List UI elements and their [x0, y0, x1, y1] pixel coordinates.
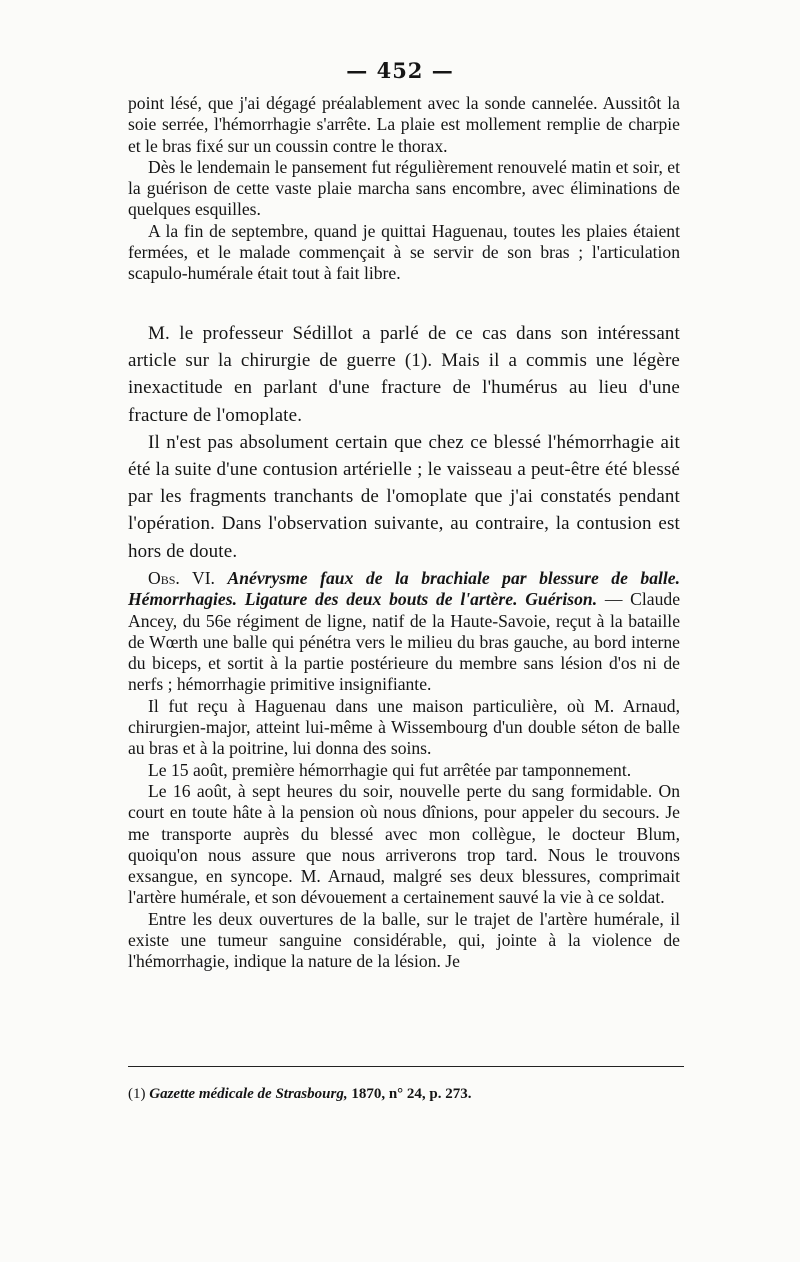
text-block-top	[128, 93, 680, 285]
text-block-commentary	[128, 320, 680, 565]
text-block-observation	[128, 568, 680, 973]
paragraph: A la fin de septembre, quand je quittai Haguenau, toutes les plaies étaient fermées, et le malade commençait à se servir de son bras ; l'articulation scapulo-humérale était tout à fait libre.	[128, 220, 680, 284]
observation-heading	[128, 568, 680, 696]
footnote-marker: (1)	[128, 1086, 146, 1102]
footnote-divider	[128, 1066, 684, 1067]
footnote-details: 1870, n° 24, p. 273.	[351, 1086, 472, 1102]
paragraph: Entre les deux ouvertures de la balle, sur le trajet de l'artère humérale, il existe une tumeur sanguine considérable, qui, jointe à la violence de l'hémorrhagie, indique la nature de la lésion. Je	[128, 908, 680, 972]
paragraph: Il n'est pas absolument certain que chez ce blessé l'hémorrhagie ait été la suite d'une contusion artérielle ; le vaisseau a peut-être été blessé par les fragments tranchants de l'omoplate que j'ai constatés pendant l'opération. Dans l'observation suivante, au contraire, la contusion est hors de doute.	[128, 431, 680, 562]
paragraph: Dès le lendemain le pansement fut régulièrement renouvelé matin et soir, et la guérison de cette vaste plaie marcha sans encombre, avec éliminations de quelques esquilles.	[128, 156, 680, 220]
paragraph: Le 16 août, à sept heures du soir, nouvelle perte du sang formidable. On court en toute hâte à la pension où nous dînions, pour appeler du secours. Je me transporte auprès du blessé avec mon collègue, le docteur Blum, quoiqu'on nous assure que nous arriverons trop tard. Nous le trouvons exsangue, en syncope. M. Arnaud, malgré ses deux blessures, comprimait l'artère humérale, et son dévouement a certainement sauvé la vie à ce soldat.	[128, 780, 680, 908]
page-number: — 452 —	[346, 58, 454, 83]
observation-title: Anévrysme faux de la brachiale par blessure de balle. Hémorrhagies. Ligature des deux bouts de l'artère. Guérison.	[128, 568, 680, 610]
paragraph: point lésé, que j'ai dégagé préalablement avec la sonde cannelée. Aussitôt la soie serrée, l'hémorrhagie s'arrête. La plaie est mollement remplie de charpie et le bras fixé sur un coussin contre le thorax.	[128, 93, 680, 156]
observation-label: Obs. VI.	[148, 568, 215, 588]
footnote-source: Gazette médicale de Strasbourg,	[149, 1086, 348, 1102]
footnote	[128, 1086, 680, 1103]
paragraph: Il fut reçu à Haguenau dans une maison particulière, où M. Arnaud, chirurgien-major, atteint lui-même à Wissembourg d'un double séton de balle au bras et à la poitrine, lui donna des soins.	[128, 695, 680, 759]
observation-intro: — Claude Ancey, du 56e régiment de ligne, natif de la Haute-Savoie, reçut à la bataille de Wœrth une balle qui pénétra vers le milieu du bras gauche, au bord interne du biceps, et sortit à la partie postérieure du membre sans lésion d'os ni de nerfs ; hémorrhagie primitive insignifiante.	[128, 589, 681, 695]
paragraph: Le 15 août, première hémorrhagie qui fut arrêtée par tamponnement.	[148, 759, 632, 780]
paragraph: M. le professeur Sédillot a parlé de ce cas dans son intéressant article sur la chirurgie de guerre (1). Mais il a commis une légère inexactitude en parlant d'une fracture de l'humérus au lieu d'une fracture de l'omoplate.	[128, 323, 680, 426]
